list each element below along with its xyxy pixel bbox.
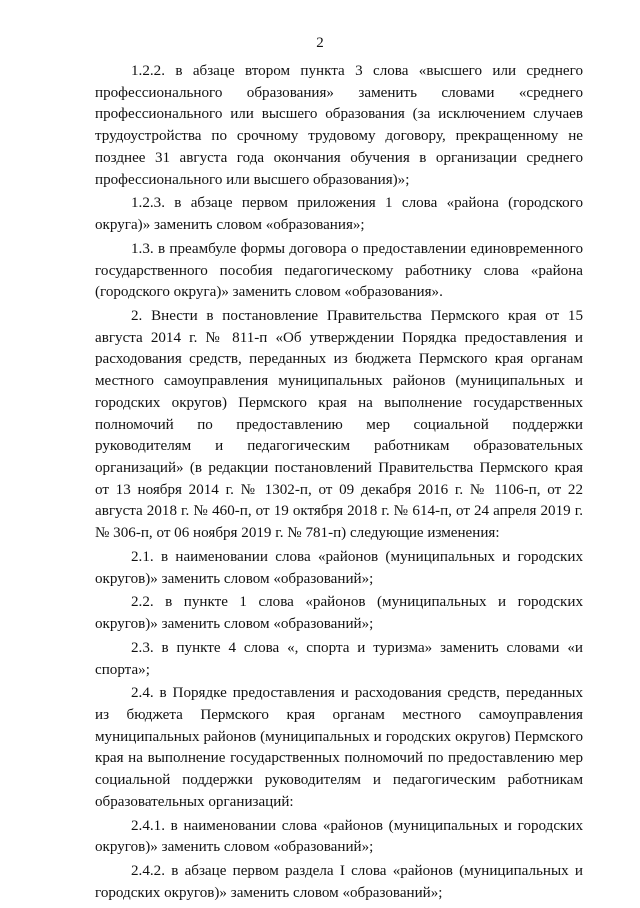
paragraph-2-3: 2.3. в пункте 4 слова «, спорта и туризма» заменить словами «и спорта»; bbox=[95, 639, 583, 678]
paragraph-2-1: 2.1. в наименовании слова «районов (муниципальных и городских округов)» заменить словом «образований»; bbox=[95, 548, 583, 587]
paragraph-2-4-1: 2.4.1. в наименовании слова «районов (муниципальных и городских округов)» заменить словом «образований»; bbox=[95, 817, 583, 856]
paragraph-2: 2. Внести в постановление Правительства Пермского края от 15 августа 2014 г. № 811-п «Об утверждении Порядка предоставления и расходования средств, переданных из бюджета Пермского края органам местного самоуправления муниципальных районов (муниципальных и городских округов) Пермского края на выполнение государственных полномочий по предоставлению мер социальной поддержки руководителям и педагогическим работникам образовательных организаций» (в редакции постановлений Правительства Пермского края от 13 ноября 2014 г. № 1302-п, от 09 декабря 2016 г. № 1106-п, от 22 августа 2018 г. № 460-п, от 19 октября 2018 г. № 614-п, от 24 апреля 2019 г. № 306-п, от 06 ноября 2019 г. № 781-п) следующие изменения: bbox=[95, 308, 583, 542]
paragraph-1-2-2: 1.2.2. в абзаце втором пункта 3 слова «высшего или среднего профессионального образования» заменить словами «среднего профессионального или высшего образования (за исключением случаев трудоустройства по срочному трудовому договору, прекращенному не позднее 31 августа года окончания обучения в организации среднего профессионального или высшего образования)»; bbox=[95, 63, 583, 188]
paragraph-2-4: 2.4. в Порядке предоставления и расходования средств, переданных из бюджета Пермского края органам местного самоуправления муниципальных районов (муниципальных и городских округов) Пермского края на выполнение государственных полномочий по предоставлению мер социальной поддержки руководителям и педагогическим работникам образовательных организаций: bbox=[95, 685, 583, 810]
page-number: 2 bbox=[316, 35, 324, 51]
paragraph-2-4-2: 2.4.2. в абзаце первом раздела I слова «районов (муниципальных и городских округов)» заменить словом «образований»; bbox=[95, 863, 583, 901]
paragraph-2-2: 2.2. в пункте 1 слова «районов (муниципальных и городских округов)» заменить словом «образований»; bbox=[95, 594, 583, 633]
document-body bbox=[95, 61, 583, 907]
paragraph-1-3: 1.3. в преамбуле формы договора о предоставлении единовременного государственного пособия педагогическому работнику слова «района (городского округа)» заменить словом «образования». bbox=[95, 240, 583, 301]
paragraph-1-2-3: 1.2.3. в абзаце первом приложения 1 слова «района (городского округа)» заменить словом «образования»; bbox=[95, 195, 583, 234]
